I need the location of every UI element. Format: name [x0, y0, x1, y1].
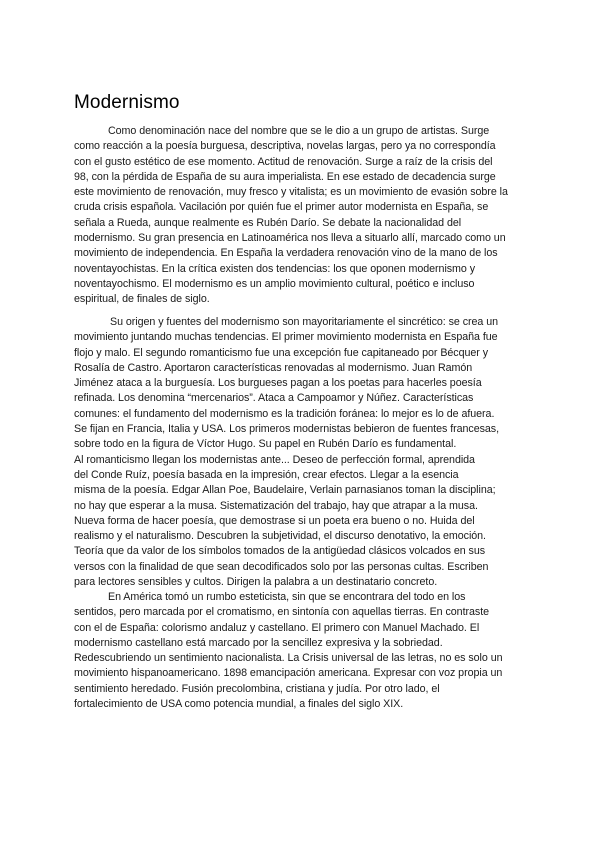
- paragraph-line: del Conde Ruíz, poesía basada en la impresión, crear efectos. Llegar a la esencia: [74, 468, 459, 481]
- paragraph-line: Jiménez ataca a la burguesía. Los burgueses pagan a los poetas para hacerles poesía: [74, 377, 482, 390]
- paragraph-line: sentidos, pero marcada por el cromatismo, en sintonía con aquellas tierras. En contraste: [74, 606, 490, 619]
- paragraph-line: Redescubriendo un sentimiento nacionalista. La Crisis universal de las letras, no es solo un: [74, 652, 503, 665]
- paragraph-line: refinada. Los denomina “mercenarios”. Ataca a Campoamor y Núñez. Características: [74, 392, 474, 405]
- document-title: Modernismo: [74, 92, 180, 113]
- paragraph-line: para lectores sensibles y cultos. Dirigen la palabra a un destinatario concreto.: [74, 576, 438, 589]
- paragraph-line: cruda crisis española. Vacilación por quién fue el primer autor modernista en España, se: [74, 201, 489, 214]
- paragraph-3: [74, 590, 534, 712]
- paragraph-line: como reacción a la poesía burguesa, descriptiva, novelas largas, pero ya no correspondía: [74, 140, 496, 153]
- paragraph-line: fortalecimiento de USA como potencia mundial, a finales del siglo XIX.: [74, 698, 404, 711]
- paragraph-line: movimiento hispanoamericano. 1898 emancipación americana. Expresar con voz propia un: [74, 667, 503, 680]
- paragraph-line: realismo y el naturalismo. Descubren la subjetividad, el discurso denotativo, la emoción.: [74, 530, 486, 543]
- paragraph-line: modernismo castellano está marcado por la sencillez expresiva y la sobriedad.: [74, 636, 443, 649]
- paragraph-line: 98, con la pérdida de España de su aura imperialista. En ese estado de decadencia surge: [74, 170, 496, 183]
- paragraph-line: comunes: el fundamento del modernismo es la tradición foránea: lo mejor es lo de afuera.: [74, 407, 495, 420]
- paragraph-line: misma de la poesía. Edgar Allan Poe, Baudelaire, Verlain parnasianos toman la disciplina;: [74, 484, 496, 497]
- paragraph-line: espiritual, de finales de siglo.: [74, 293, 210, 306]
- paragraph-line: En América tomó un rumbo esteticista, sin que se encontrara del todo en los: [108, 591, 466, 603]
- paragraph-line: Nueva forma de hacer poesía, que demostrase si un poeta era bueno o no. Huida del: [74, 514, 475, 527]
- paragraph-line: movimiento juntando muchas tendencias. El primer movimiento modernista en España fue: [74, 331, 498, 344]
- paragraph-line: con el de España: colorismo andaluz y castellano. El primero con Manuel Machado. El: [74, 621, 480, 634]
- paragraph-line: no hay que esperar a la musa. Sistematización del trabajo, hay que atrapar a la musa.: [74, 499, 478, 512]
- paragraph-line: Teoría que da valor de los símbolos tomados de la antigüedad clásicos volcados en sus: [74, 545, 486, 558]
- paragraph-line: este movimiento de renovación, muy fresco y vitalista; es un movimiento de evasión sobre la: [74, 186, 508, 199]
- paragraph-2: [74, 315, 534, 590]
- paragraph-line: señala a Rueda, aunque realmente es Rubén Darío. Se debate la nacionalidad del: [74, 216, 462, 229]
- paragraph-line: Rosalía de Castro. Aportaron características renovadas al modernismo. Juan Ramón: [74, 361, 473, 374]
- paragraph-line: con el gusto estético de ese momento. Actitud de renovación. Surge a raíz de la crisis del: [74, 155, 493, 168]
- paragraph-line: Se fijan en Francia, Italia y USA. Los primeros modernistas bebieron de fuentes francesas,: [74, 423, 499, 436]
- paragraph-line: noventayochistas. En la crítica existen dos tendencias: los que oponen modernismo y: [74, 262, 476, 275]
- paragraph-line: modernismo. Su gran presencia en Latinoamérica nos lleva a situarlo allí, marcado como un: [74, 232, 506, 245]
- paragraph-line: Su origen y fuentes del modernismo son mayoritariamente el sincrético: se crea un: [110, 316, 499, 328]
- paragraph-line: flojo y malo. El segundo romanticismo fue una excepción fue capitaneado por Bécquer y: [74, 346, 488, 359]
- paragraph-line: noventayochismo. El modernismo es un amplio movimiento cultural, poético e incluso: [74, 277, 475, 290]
- paragraph-line: sentimiento heredado. Fusión precolombina, cristiana y judía. Por otro lado, el: [74, 682, 440, 695]
- paragraph-line: Como denominación nace del nombre que se le dio a un grupo de artistas. Surge: [108, 125, 490, 137]
- paragraph-line: Al romanticismo llegan los modernistas ante... Deseo de perfección formal, aprendida: [74, 453, 475, 466]
- paragraph-line: sobre todo en la figura de Víctor Hugo. Su papel en Rubén Darío es fundamental.: [74, 438, 457, 451]
- paragraph-1: [74, 124, 534, 308]
- paragraph-line: movimiento de independencia. En España la verdadera renovación vino de la mano de los: [74, 247, 498, 260]
- paragraph-line: versos con la finalidad de que sean decodificados solo por las personas cultas. Escriben: [74, 560, 489, 573]
